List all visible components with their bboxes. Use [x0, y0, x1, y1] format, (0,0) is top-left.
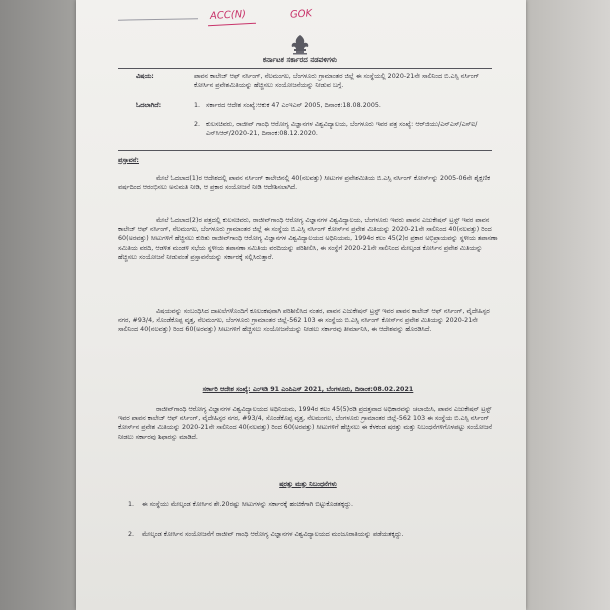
document-page [76, 0, 526, 610]
handwritten-note-right: GOK [289, 8, 313, 21]
reference-1-num: 1. [194, 102, 201, 109]
condition-2-text: ಮೇಲ್ಕಂಡ ಕೋರ್ಸಿನ ಸಂಯೋಜನೆಗೆ ರಾಜೀವ್ ಗಾಂಧಿ ಆರೋಗ್ಯ ವಿಜ್ಞಾನಗಳ ವಿಶ್ವವಿದ್ಯಾಲಯದ ಮಂಜೂರಾತಿಯನ್ನು ಪಡೆಯತಕ್ಕದ್ದು. [142, 531, 404, 538]
references-label: ಓದಲಾಗಿದೆ: [136, 102, 162, 109]
preamble-paragraph-2: ಮೇಲೆ ಓದಲಾದ(2)ರ ಪತ್ರದಲ್ಲಿ ಕುಲಸಚಿವರು, ರಾಜೀವ್‌ಗಾಂಧಿ ಆರೋಗ್ಯ ವಿಜ್ಞಾನಗಳ ವಿಶ್ವವಿದ್ಯಾಲಯ, ಬೆಂಗಳೂರು ಇವರು ಪಾವನ ಎಜುಕೇಷನ್ ಟ್ರಸ್ಟ್ ಇವರ ಪಾವನ ಕಾಲೇಜ್ ಆಫ್ ನರ್ಸಿಂಗ್, ನೆಲಮಂಗಲ, ಬೆಂಗಳೂರು ಗ್ರಾಮಾಂತರ ಜಿಲ್ಲೆ ಈ ಸಂಸ್ಥೆಯ ಬಿ.ಎಸ್ಸಿ ನರ್ಸಿಂಗ್ ಕೋರ್ಸ್‌ನ ಪ್ರವೇಶ ಮಿತಿಯನ್ನು 2020-21ನೇ ಸಾಲಿನಿಂದ 40(ನಲವತ್ತು) ರಿಂದ 60(ಅರವತ್ತು) ಸೀಟುಗಳಿಗೆ ಹೆಚ್ಚಿಸಲು ಕುರಿತು ರಾಜೀವ್‌ಗಾಂಧಿ ಆರೋಗ್ಯ ವಿಜ್ಞಾನಗಳ ವಿಶ್ವವಿದ್ಯಾಲಯದ ಅಧಿನಿಯಮ, 1994ರ ಕಲಂ 45(2)ರ ಪ್ರಕಾರ ಅಭಿಪ್ರಾಯವನ್ನು ಸ್ಥಳೀಯ ತಪಾಸಣಾ ಸಮಿತಿಯ ವರದಿ, ಆಡಳಿತ ಮಂಡಳಿ ಸಭೆಯ ಸ್ಥಳೀಯ ತಪಾಸಣಾ ಸಮಿತಿಯ ವರದಿಯನ್ನು ಪರಿಶೀಲಿಸಿ, ಈ ಸಂಸ್ಥೆಗೆ 2020-21ನೇ ಸಾಲಿನಿಂದ ಮೇಲ್ಕಂಡ ಕೋರ್ಸಿನ ಪ್ರವೇಶ ಮಿತಿಯನ್ನು ಹೆಚ್ಚಿಸಲು ಸಂಯೋಜನೆ ನೀಡುವಂತೆ ಪ್ರಸ್ತಾವನೆಯನ್ನು ಸರ್ಕಾರಕ್ಕೆ ಸಲ್ಲಿಸಿರುತ್ತಾರೆ. [118, 217, 498, 261]
handwritten-note-left: ACC(N) [209, 9, 247, 22]
preamble-paragraph-3: ವಿಷಯವನ್ನು ಸಂಬಂಧಿಸಿದ ದಾಖಲೆಗಳೊಂದಿಗೆ ಕೂಲಂಕಷವಾಗಿ ಪರಿಶೀಲಿಸಿದ ನಂತರ, ಪಾವನ ಎಜುಕೇಷನ್ ಟ್ರಸ್ಟ್ ಇವರ ಪಾವನ ಕಾಲೇಜ್ ಆಫ್ ನರ್ಸಿಂಗ್, ವೈದೇಹಿಸ್ಪರ ನಗರ, #93/4, ಸೊಂಡೆಕೊಪ್ಪ ವೃತ್ತ, ನೆಲಮಂಗಲ, ಬೆಂಗಳೂರು ಗ್ರಾಮಾಂತರ ಜಿಲ್ಲೆ-562 103 ಈ ಸಂಸ್ಥೆಯ ಬಿ.ಎಸ್ಸಿ ನರ್ಸಿಂಗ್ ಕೋರ್ಸ್‌ನ ಪ್ರವೇಶ ಮಿತಿಯನ್ನು 2020-21ನೇ ಸಾಲಿನಿಂದ 40(ನಲವತ್ತು) ರಿಂದ 60(ಅರವತ್ತು) ಸೀಟುಗಳಿಗೆ ಹೆಚ್ಚಿಸಲು ಸಂಯೋಜನೆಯನ್ನು ನೀಡಲು ಸರ್ಕಾರವು ತೀರ್ಮಾನಿಸಿ, ಈ ಆದೇಶವನ್ನು ಹೊರಡಿಸಿದೆ. [118, 308, 490, 334]
pen-stroke [118, 18, 198, 20]
background-right [524, 0, 610, 610]
subject-text: ಪಾವನ ಕಾಲೇಜ್ ಆಫ್ ನರ್ಸಿಂಗ್, ನೆಲಮಂಗಲ, ಬೆಂಗಳೂರು ಗ್ರಾಮಾಂತರ ಜಿಲ್ಲೆ ಈ ಸಂಸ್ಥೆಯಲ್ಲಿ 2020-21ನೇ ಸಾಲಿನಿಂದ ಬಿ.ಎಸ್ಸಿ ನರ್ಸಿಂಗ್ ಕೋರ್ಸಿನ ಪ್ರವೇಶಮಿತಿಯನ್ನು ಹೆಚ್ಚಿಸಲು ಸಂಯೋಜನೆಯನ್ನು ನೀಡುವ ಬಗ್ಗೆ. [194, 73, 480, 90]
preamble-paragraph-1: ಮೇಲೆ ಓದಲಾದ(1)ರ ಆದೇಶದಲ್ಲಿ ಪಾವನ ನರ್ಸಿಂಗ್ ಕಾಲೇಜಿನಲ್ಲಿ 40(ನಲವತ್ತು) ಸೀಟುಗಳ ಪ್ರವೇಶಮಿತಿಯ ಬಿ.ಎಸ್ಸಿ ನರ್ಸಿಂಗ್ ಕೋರ್ಸ್‌ನ್ನು 2005-06ನೇ ಶೈಕ್ಷಣಿಕ ವರ್ಷದಿಂದ ಆರಂಭಿಸಲು ಅನುಮತಿ ನೀಡಿ, ಆ ಪ್ರಕಾರ ಸಂಯೋಜನೆ ನೀಡಿ ಆದೇಶಿಸಲಾಗಿದೆ. [118, 175, 491, 192]
references-rule [118, 150, 492, 151]
conditions-heading: ಷರತ್ತು ಮತ್ತು ನಿಬಂಧನೆಗಳು [279, 481, 337, 488]
condition-1-num: 1. [128, 501, 135, 508]
reference-1-text: ಸರ್ಕಾರದ ಆದೇಶ ಸಂಖ್ಯೆ:ಆಕುಕ 47 ಎಂಇಎನ್ 2005, ದಿನಾಂಕ:18.08.2005. [206, 102, 381, 109]
reference-2-num: 2. [194, 121, 201, 128]
condition-2-num: 2. [128, 531, 135, 538]
subject-label: ವಿಷಯ: [136, 73, 154, 80]
order-heading: ಸರ್ಕಾರಿ ಆದೇಶ ಸಂಖ್ಯೆ: ಎಂಇಡಿ 91 ಎಂಪಿಎಸ್ 2021, ಬೆಂಗಳೂರು, ದಿನಾಂಕ:08.02.2021 [202, 386, 414, 393]
document-title: ಕರ್ನಾಟಕ ಸರ್ಕಾರದ ನಡವಳಿಗಳು [262, 56, 338, 64]
reference-2-text: ಕುಲಸಚಿವರು, ರಾಜೀವ್ ಗಾಂಧಿ ಆರೋಗ್ಯ ವಿಜ್ಞಾನಗಳ ವಿಶ್ವವಿದ್ಯಾಲಯ, ಬೆಂಗಳೂರು ಇವರ ಪತ್ರ ಸಂಖ್ಯೆ: ಆರ್‌ಜಿಯು/ಎನ್‌ಎಸ್/ಎಸ್‌ಐ/ಎನ್‌ಸಿಆರ್/2020-21, ದಿನಾಂಕ:08.12.2020. [206, 121, 478, 138]
state-emblem-icon [287, 34, 313, 56]
condition-1-text: ಈ ಸಂಸ್ಥೆಯು ಮೇಲ್ಕಂಡ ಕೋರ್ಸಿನ ಶೇ.20ರಷ್ಟು ಸೀಟುಗಳನ್ನು ಸರ್ಕಾರಕ್ಕೆ ಹಂಚಿಕೆಗಾಗಿ ಬಿಟ್ಟುಕೊಡತಕ್ಕದ್ದು. [142, 501, 354, 508]
background-left [0, 0, 78, 610]
preamble-heading: ಪ್ರಸ್ತಾವನೆ: [118, 157, 139, 164]
handwritten-underline [208, 23, 256, 27]
order-paragraph: ರಾಜೀವ್‌ಗಾಂಧಿ ಆರೋಗ್ಯ ವಿಜ್ಞಾನಗಳ ವಿಶ್ವವಿದ್ಯಾಲಯದ ಅಧಿನಿಯಮ, 1994ರ ಕಲಂ 45(5)ರಡಿ ಪ್ರದತ್ತವಾದ ಅಧಿಕಾರವನ್ನು ಚಲಾಯಿಸಿ, ಪಾವನ ಎಜುಕೇಷನ್ ಟ್ರಸ್ಟ್ ಇವರ ಪಾವನ ಕಾಲೇಜ್ ಆಫ್ ನರ್ಸಿಂಗ್, ವೈದೇಹಿಸ್ಪರ ನಗರ, #93/4, ಸೊಂಡೆಕೊಪ್ಪ ವೃತ್ತ, ನೆಲಮಂಗಲ, ಬೆಂಗಳೂರು ಗ್ರಾಮಾಂತರ ಜಿಲ್ಲೆ-562 103 ಈ ಸಂಸ್ಥೆಯ ಬಿ.ಎಸ್ಸಿ ನರ್ಸಿಂಗ್ ಕೋರ್ಸ್‌ನ ಪ್ರವೇಶ ಮಿತಿಯನ್ನು 2020-21ನೇ ಸಾಲಿನಿಂದ 40(ನಲವತ್ತು) ರಿಂದ 60(ಅರವತ್ತು) ಸೀಟುಗಳಿಗೆ ಹೆಚ್ಚಿಸಲು ಈ ಕೆಳಕಂಡ ಷರತ್ತು ಮತ್ತು ನಿಬಂಧನೆಗಳಿಗೊಳಪಟ್ಟು ಸಂಯೋಜನೆ ನೀಡಲು ಸರ್ಕಾರವು ಶಿಫಾರಸ್ಸು ಮಾಡಿದೆ. [118, 406, 493, 441]
title-rule [118, 68, 492, 69]
